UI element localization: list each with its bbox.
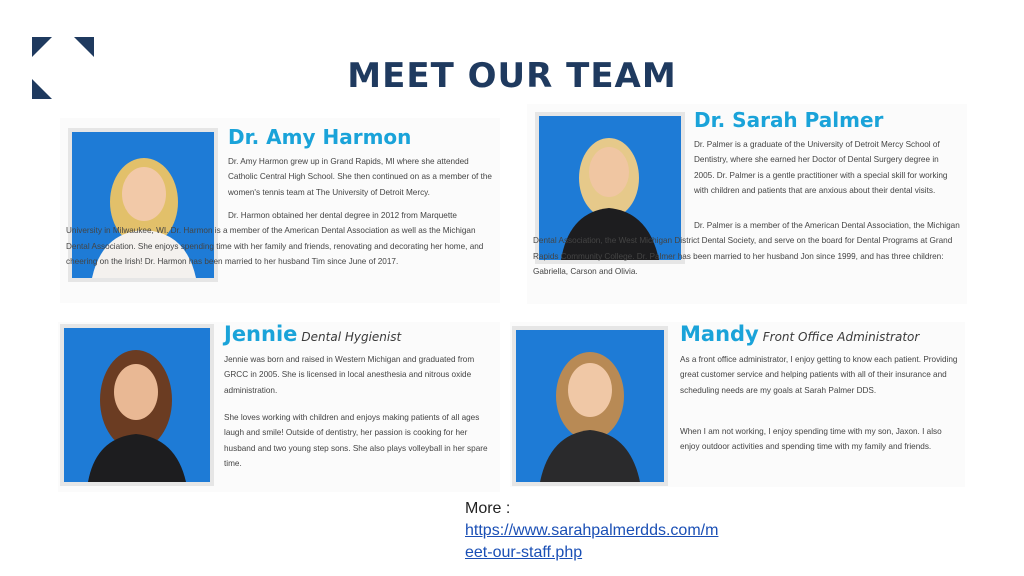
member-role: Dental Hygienist (301, 330, 402, 344)
staff-page-link[interactable]: https://www.sarahpalmerdds.com/meet-our-staff.php (465, 522, 719, 561)
member-bio-paragraph-2: When I am not working, I enjoy spending time with my son, Jaxon. I also enjoy outdoor activities and spending time with my family and friends. (680, 427, 942, 452)
member-role: Front Office Administrator (762, 330, 920, 344)
portrait-photo (60, 324, 214, 486)
more-section (465, 498, 725, 564)
member-name (680, 322, 919, 346)
corner-triangle-2 (74, 37, 94, 57)
member-bio-paragraph-1: Dr. Palmer is a graduate of the University of Detroit Mercy School of Dentistry, where she earned her Doctor of Dental Surgery degree in 2005. Dr. Palmer is a gentle practitioner with a special skill for working with children and patients that are anxious about their dental visits. (694, 140, 948, 195)
portrait-photo (512, 326, 668, 486)
member-first-name: Mandy (680, 322, 759, 346)
member-bio-paragraph-2: She loves working with children and enjoys making patients of all ages laugh and smile! Outside of dentistry, her passion is cooking for her husband and two young step sons. She also plays volleyball in her spare time. (224, 413, 488, 468)
member-bio-paragraph-2: Dr. Palmer is a member of the American Dental Association, the Michigan Dental Association, the West Michigan District Dental Society, and serve on the board for Dental Programs at Grand Rapids Community College. Dr. Palmer has been married to her husband Jon since 1999, and has three children: Gabriella, Carson and Olivia. (533, 221, 960, 276)
page-title: MEET OUR TEAM (347, 56, 677, 96)
member-bio-paragraph-1: As a front office administrator, I enjoy getting to know each patient. Providing great customer service and helping patients with all of their insurance and scheduling needs are my goals at Sarah Palmer DDS. (680, 355, 958, 395)
team-card-amy-harmon (60, 118, 500, 303)
team-card-sarah-palmer (527, 104, 967, 304)
member-name: Dr. Amy Harmon (228, 125, 412, 149)
person-silhouette-icon (64, 328, 210, 482)
member-bio-paragraph-1: Dr. Amy Harmon grew up in Grand Rapids, MI where she attended Catholic Central High School. She then continued on as a member of the women's tennis team at The University of Detroit Mercy. (228, 157, 492, 197)
member-name (224, 322, 401, 346)
more-label: More : (465, 500, 511, 517)
team-card-jennie (58, 322, 500, 492)
team-card-mandy (510, 322, 965, 487)
member-bio-paragraph-2: Dr. Harmon obtained her dental degree in 2012 from Marquette University in Milwaukee, WI. Dr. Harmon is a member of the American Dental Association as well as the Michigan Dental Association. She enjoys spending time with her family and friends, renovating and decorating her home, and cheering on the Irish! Dr. Harmon has been married to her husband Tim since June of 2017. (66, 211, 484, 266)
member-bio-paragraph-1: Jennie was born and raised in Western Michigan and graduated from GRCC in 2005. She is licensed in local anesthesia and nitrous oxide administration. (224, 355, 475, 395)
person-silhouette-icon (516, 330, 664, 482)
corner-triangle-1 (32, 37, 52, 57)
member-first-name: Jennie (224, 322, 298, 346)
member-name: Dr. Sarah Palmer (694, 108, 884, 132)
